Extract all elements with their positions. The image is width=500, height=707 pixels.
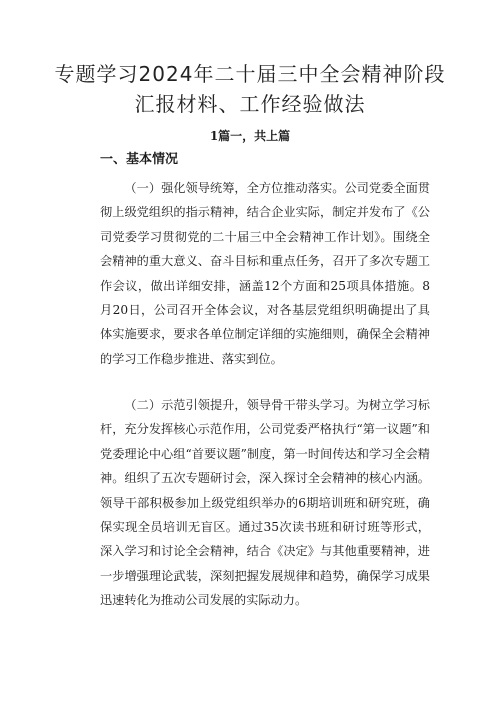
document-title-line1: 专题学习2024年二十届三中全会精神阶段 <box>54 62 446 86</box>
section-heading: 一、基本情况 <box>100 152 179 167</box>
body-paragraph-2: （二）示范引领提升，领导骨干带头学习。为树立学习标杆，充分发挥核心示范作用，公司党委严格执行“第一议题”和党委理论中心组“首要议题”制度，第一时间传达和学习全会精神。组织了五次专题研讨会，深入探讨全会精神的核心内涵。领导干部积极参加上级党组织举办的6期培训班和研究班，确保实现全员培训无盲区。通过35次读书班和研讨班等形式，深入学习和讨论全会精神，结合《决定》与其他重要精神，进一步增强理论武装，深刻把握发展规律和趋势，确保学习成果迅速转化为推动公司发展的实际动力。 <box>100 398 430 608</box>
document-subtitle: 1篇一，共上篇 <box>209 129 291 143</box>
document-title-line2: 汇报材料、工作经验做法 <box>134 92 366 116</box>
body-paragraph-1: （一）强化领导统筹，全方位推动落实。公司党委全面贯彻上级党组织的指示精神，结合企业实际，制定并发布了《公司党委学习贯彻党的二十届三中全会精神工作计划》。围绕全会精神的重大意义、奋斗目标和重点任务，召开了多次专题工作会议，做出详细安排，涵盖12个方面和25项具体措施。8月20日，公司召开全体会议，对各基层党组织明确提出了具体实施要求，要求各单位制定详细的实施细则，确保全会精神的学习工作稳步推进、落实到位。 <box>100 181 430 366</box>
